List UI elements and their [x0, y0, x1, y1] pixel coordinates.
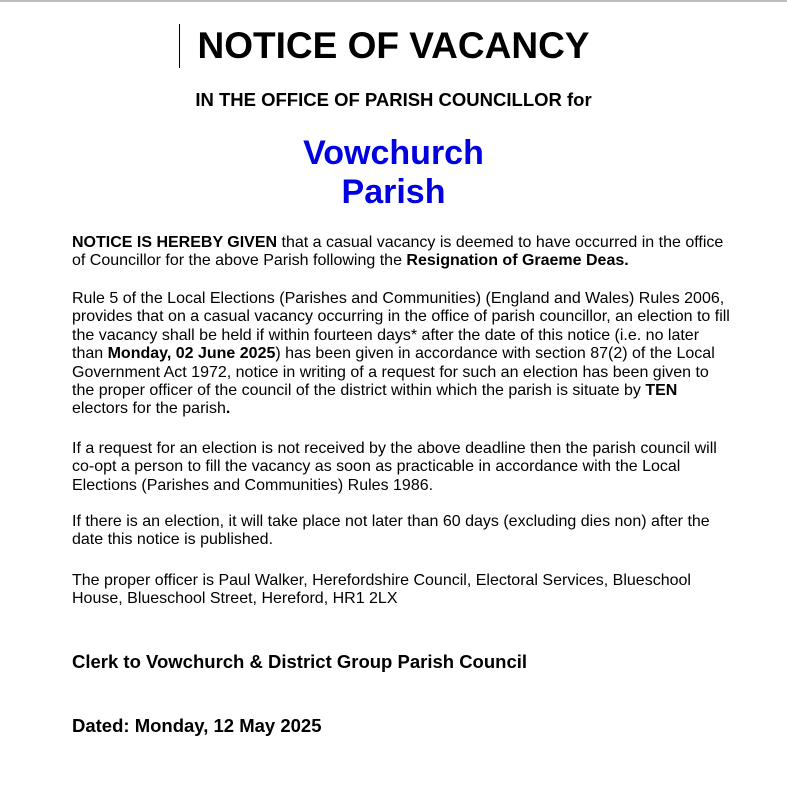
notice-subtitle: IN THE OFFICE OF PARISH COUNCILLOR for	[195, 89, 592, 110]
resignation-reason: Resignation of Graeme Deas.	[406, 252, 629, 270]
rule-text-c: electors for the parish	[72, 400, 226, 418]
notice-paragraph-vacancy	[72, 234, 732, 271]
deadline-date: Monday, 02 June 2025	[107, 345, 276, 363]
window-top-border	[0, 0, 787, 2]
notice-paragraph-rule	[72, 290, 732, 419]
notice-paragraph-proper-officer: The proper officer is Paul Walker, Herefordshire Council, Electoral Services, Blueschool House, Blueschool Street, Hereford, HR1 2LX	[72, 572, 691, 608]
elector-count: TEN	[645, 382, 678, 400]
clerk-signature: Clerk to Vowchurch & District Group Parish Council	[72, 651, 528, 672]
notice-paragraph-election-timing: If there is an election, it will take place not later than 60 days (excluding dies non) after the date this notice is published.	[72, 513, 710, 549]
notice-title: NOTICE OF VACANCY	[197, 25, 590, 66]
parish-name-line-1: Vowchurch	[303, 134, 484, 172]
vacancy-text: that a casual vacancy is deemed to have occurred in the office of Councillor for the above Parish following the	[72, 234, 724, 270]
notice-date: Dated: Monday, 12 May 2025	[72, 715, 322, 736]
notice-paragraph-cooption: If a request for an election is not received by the above deadline then the parish council will co-opt a person to fill the vacancy as soon as practicable in accordance with the Local Elections (Parishes and Communities) Rules 1986.	[72, 440, 717, 494]
rule-text-b: ) has been given in accordance with section 87(2) of the Local Government Act 1972, notice in writing of a request for such an election has been given to the proper officer of the council of the district within which the parish is situate by	[72, 345, 715, 400]
parish-name-line-2: Parish	[341, 173, 446, 211]
parish-name	[0, 134, 787, 212]
rule-period: .	[225, 400, 231, 418]
rule-text-a: Rule 5 of the Local Elections (Parishes and Communities) (England and Wales) Rules 2006, provides that on a casual vacancy occurring in the office of parish councillor, an election to fill the vacancy shall be held if within fourteen days* after the date of this notice (i.e. no later than	[72, 290, 730, 363]
notice-lead-bold: NOTICE IS HEREBY GIVEN	[72, 234, 278, 251]
